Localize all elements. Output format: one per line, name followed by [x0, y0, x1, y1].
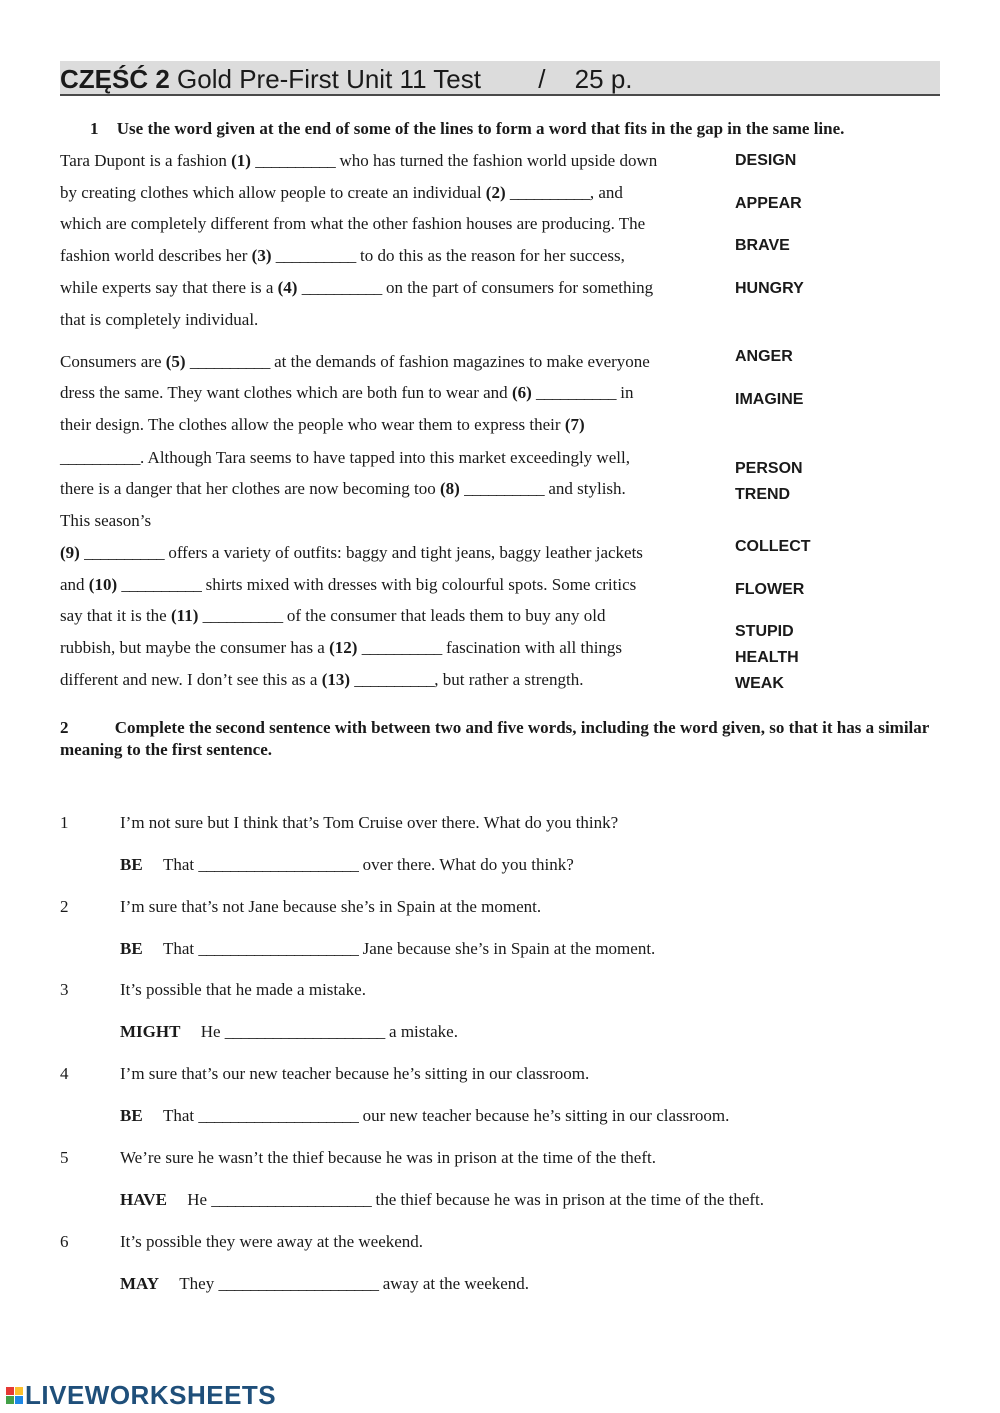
- keyword-design: DESIGN: [735, 152, 797, 169]
- text-line-16: rubbish, but maybe the consumer has a (12) __________ fascination with all things: [60, 638, 623, 657]
- item-5-answer[interactable]: ____________________: [211, 1190, 372, 1209]
- item-5-transform: HAVE He ____________________ the thief because he was in prison at the time of the theft.: [120, 1190, 765, 1209]
- liveworksheets-logo[interactable]: [6, 1381, 276, 1409]
- item-4-number: 4: [60, 1064, 69, 1083]
- text-line-17: different and new. I don’t see this as a (13) __________, but rather a strength.: [60, 670, 584, 689]
- gap-2[interactable]: __________: [509, 183, 590, 202]
- item-5-number: 5: [60, 1148, 69, 1167]
- keyword-hungry: HUNGRY: [735, 280, 804, 297]
- item-4-transform: BE That ____________________ our new teacher because he’s sitting in our classroom.: [120, 1106, 730, 1125]
- item-1-transform: BE That ____________________ over there. What do you think?: [120, 855, 574, 874]
- gap-label-3: (3): [251, 246, 272, 265]
- page-header: [60, 61, 940, 96]
- item-2-keyword: BE: [120, 939, 143, 958]
- gap-3[interactable]: __________: [275, 246, 356, 265]
- gap-label-6: (6): [511, 383, 532, 402]
- text-line-15: say that it is the (11) __________ of the consumer that leads them to buy any old: [60, 606, 606, 625]
- item-2-number: 2: [60, 897, 69, 916]
- exercise2-instruction-text: Complete the second sentence with between two and five words, including the word given, so that it has a similar meaning to the first sentence.: [60, 718, 930, 759]
- logo-square-green: [6, 1396, 14, 1404]
- gap-label-10: (10): [88, 575, 118, 594]
- gap-11[interactable]: __________: [202, 606, 283, 625]
- gap-label-13: (13): [321, 670, 351, 689]
- item-1-answer[interactable]: ____________________: [198, 855, 359, 874]
- text-line-7: Consumers are (5) __________ at the demands of fashion magazines to make everyone: [60, 352, 650, 371]
- keyword-weak: WEAK: [735, 675, 784, 692]
- item-3-sentence: It’s possible that he made a mistake.: [120, 980, 366, 999]
- exercise1-number: 1: [90, 119, 99, 138]
- total-points: 25 p.: [574, 64, 633, 94]
- item-6-answer[interactable]: ____________________: [218, 1274, 379, 1293]
- text-line-3: which are completely different from what the other fashion houses are producing. The: [60, 214, 646, 233]
- text-line-14: and (10) __________ shirts mixed with dresses with big colourful spots. Some critics: [60, 575, 637, 594]
- logo-text: LIVEWORKSHEETS: [25, 1379, 277, 1410]
- test-title: Gold Pre-First Unit 11 Test: [177, 64, 481, 94]
- text-line-2: by creating clothes which allow people to create an individual (2) __________, and: [60, 183, 623, 202]
- keyword-anger: ANGER: [735, 348, 793, 365]
- gap-7[interactable]: __________: [60, 448, 140, 467]
- gap-1[interactable]: __________: [255, 151, 336, 170]
- keyword-collect: COLLECT: [735, 538, 811, 555]
- gap-12[interactable]: __________: [361, 638, 442, 657]
- score-slash: /: [538, 64, 546, 94]
- item-3-keyword: MIGHT: [120, 1022, 181, 1041]
- gap-9[interactable]: __________: [84, 543, 165, 562]
- exercise1-instruction: [90, 118, 844, 140]
- item-4-sentence: I’m sure that’s our new teacher because he’s sitting in our classroom.: [120, 1064, 590, 1083]
- item-5-keyword: HAVE: [120, 1190, 167, 1209]
- text-line-9: their design. The clothes allow the people who wear them to express their (7): [60, 415, 585, 434]
- exercise2-instruction: [60, 717, 940, 761]
- keyword-imagine: IMAGINE: [735, 391, 804, 408]
- item-3-transform: MIGHT He ____________________ a mistake.: [120, 1022, 458, 1041]
- text-line-8: dress the same. They want clothes which are both fun to wear and (6) __________ in: [60, 383, 634, 402]
- gap-5[interactable]: __________: [189, 352, 270, 371]
- logo-square-blue: [15, 1396, 23, 1404]
- item-3-answer[interactable]: ____________________: [224, 1022, 385, 1041]
- keyword-flower: FLOWER: [735, 581, 805, 598]
- gap-label-12: (12): [329, 638, 358, 657]
- gap-label-8: (8): [440, 479, 460, 498]
- item-2-sentence: I’m sure that’s not Jane because she’s in Spain at the moment.: [120, 897, 542, 916]
- item-2-answer[interactable]: ____________________: [198, 939, 359, 958]
- gap-label-9: (9): [60, 543, 80, 562]
- text-line-10: __________. Although Tara seems to have tapped into this market exceedingly well,: [60, 448, 630, 467]
- gap-label-2: (2): [485, 183, 506, 202]
- item-2-transform: BE That ____________________ Jane because she’s in Spain at the moment.: [120, 939, 656, 958]
- item-1-sentence: I’m not sure but I think that’s Tom Cruise over there. What do you think?: [120, 813, 619, 832]
- item-6-sentence: It’s possible they were away at the weekend.: [120, 1232, 424, 1251]
- gap-label-5: (5): [165, 352, 186, 371]
- item-4-answer[interactable]: ____________________: [198, 1106, 359, 1125]
- keyword-health: HEALTH: [735, 649, 799, 666]
- keyword-brave: BRAVE: [735, 237, 790, 254]
- logo-square-yellow: [15, 1387, 23, 1395]
- gap-8[interactable]: __________: [464, 479, 545, 498]
- exercise1-instruction-text: Use the word given at the end of some of the lines to form a word that fits in the gap in the same line.: [116, 119, 845, 138]
- text-line-1: Tara Dupont is a fashion (1) __________ who has turned the fashion world upside down: [60, 151, 658, 170]
- keyword-trend: TREND: [735, 486, 791, 503]
- item-4-keyword: BE: [120, 1106, 143, 1125]
- gap-10[interactable]: __________: [121, 575, 202, 594]
- item-6-keyword: MAY: [120, 1274, 160, 1293]
- logo-grid-icon: [6, 1387, 23, 1404]
- gap-label-1: (1): [231, 151, 251, 170]
- keyword-person: PERSON: [735, 460, 803, 477]
- gap-label-11: (11): [170, 606, 199, 625]
- item-1-keyword: BE: [120, 855, 143, 874]
- gap-label-4: (4): [277, 278, 298, 297]
- text-line-12: This season’s: [60, 511, 152, 530]
- part-label: CZĘŚĆ 2: [60, 64, 170, 94]
- gap-13[interactable]: __________: [354, 670, 435, 689]
- item-1-number: 1: [60, 813, 69, 832]
- text-line-11: there is a danger that her clothes are now becoming too (8) __________ and stylish.: [60, 479, 626, 498]
- item-3-number: 3: [60, 980, 69, 999]
- keyword-stupid: STUPID: [735, 623, 794, 640]
- item-5-sentence: We’re sure he wasn’t the thief because he was in prison at the time of the theft.: [120, 1148, 656, 1167]
- item-6-transform: MAY They ____________________ away at the weekend.: [120, 1274, 530, 1293]
- logo-square-red: [6, 1387, 14, 1395]
- keyword-appear: APPEAR: [735, 195, 802, 212]
- gap-label-7: (7): [564, 415, 585, 434]
- item-6-number: 6: [60, 1232, 69, 1251]
- text-line-5: while experts say that there is a (4) __________ on the part of consumers for something: [60, 278, 654, 297]
- gap-4[interactable]: __________: [301, 278, 382, 297]
- gap-6[interactable]: __________: [536, 383, 617, 402]
- text-line-4: fashion world describes her (3) __________ to do this as the reason for her success,: [60, 246, 625, 265]
- text-line-13: (9) __________ offers a variety of outfits: baggy and tight jeans, baggy leather jackets: [60, 543, 643, 562]
- text-line-6: that is completely individual.: [60, 310, 259, 329]
- exercise2-number: 2: [60, 718, 69, 737]
